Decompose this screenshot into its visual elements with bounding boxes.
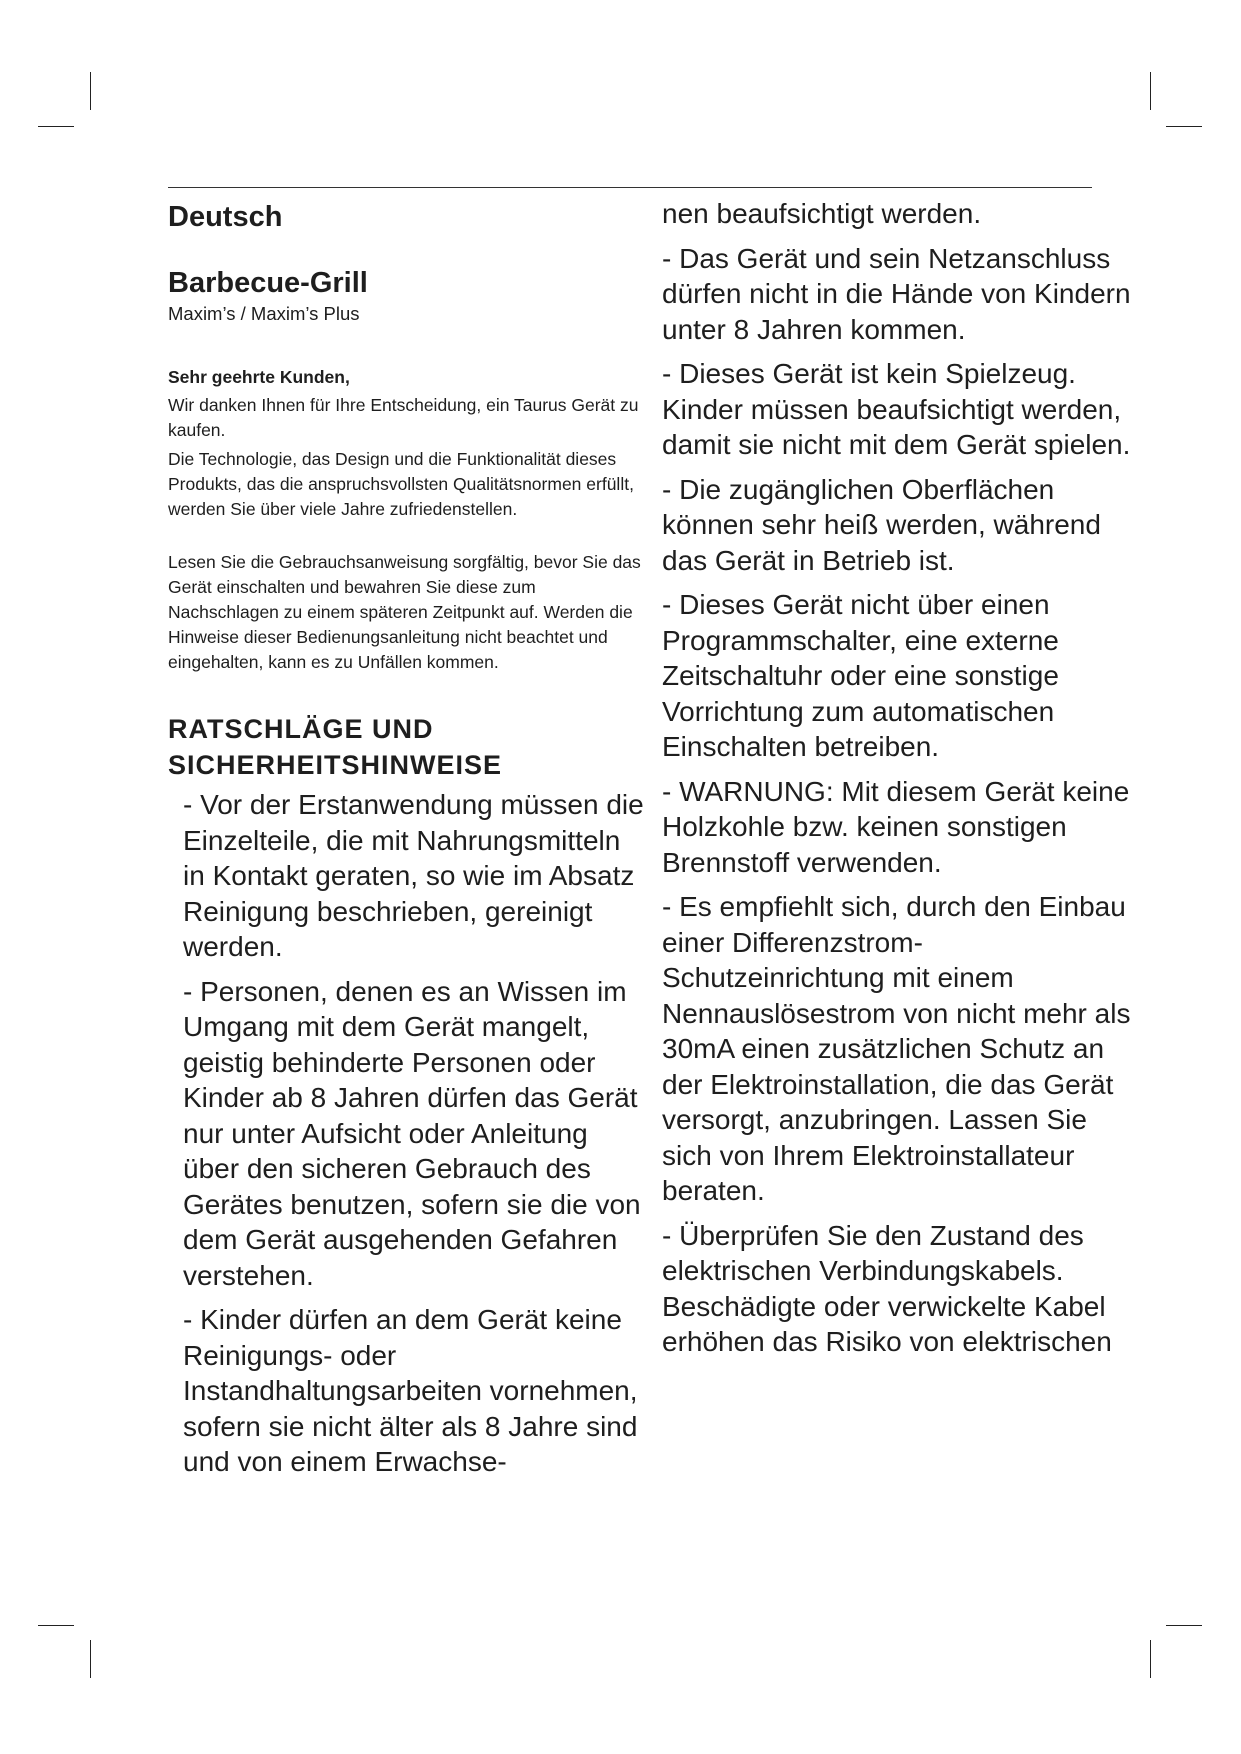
safety-item: nen beaufsichtigt werden. [662,198,982,229]
safety-item: - WARNUNG: Mit diesem Gerät keine Holzkohle bzw. keinen sonstigen Brennstoff verwenden. [662,775,1130,878]
header-rule [168,187,1092,188]
safety-item: - Dieses Gerät nicht über einen Programmschalter, eine externe Zeitschaltuhr oder eine sonstige Vorrichtung zum automatischen Einschalten betreiben. [662,589,1059,762]
crop-mark [38,1625,74,1626]
crop-mark [1150,1640,1151,1678]
crop-mark [1166,1625,1202,1626]
safety-item: - Überprüfen Sie den Zustand des elektrischen Verbindungskabels. Beschädigte oder verwickelte Kabel erhöhen das Risiko von elektrischen [662,1219,1112,1357]
safety-item: - Vor der Erstanwendung müssen die Einzelteile, die mit Nahrungsmitteln in Kontakt geraten, so wie im Absatz Reinigung beschrieben, gereinigt werden. [183,789,644,962]
safety-item: - Kinder dürfen an dem Gerät keine Reinigungs- oder Instandhaltungsarbeiten vornehmen, sofern sie nicht älter als 8 Jahre sind und von einem Erwachse- [183,1304,638,1477]
crop-mark [38,126,74,127]
intro-paragraph: Die Technologie, das Design und die Funktionalität dieses Produkts, das die anspruchsvollsten Qualitätsnormen erfüllt, werden Sie über viele Jahre zufriedenstellen. [168,449,634,519]
safety-item: - Es empfiehlt sich, durch den Einbau einer Differenzstrom-Schutzeinrichtung mit einem Nennauslösestrom von nicht mehr als 30mA einen zusätzlichen Schutz an der Elektroinstallation, die das Gerät versorgt, anzubringen. Lassen Sie sich von Ihrem Elektroinstallateur beraten. [662,891,1131,1206]
model-names: Maxim’s / Maxim’s Plus [168,303,360,324]
intro-paragraph: Lesen Sie die Gebrauchsanweisung sorgfältig, bevor Sie das Gerät einschalten und bewahren Sie diese zum Nachschlagen zu einem späteren Zeitpunkt auf. Werden die Hinweise dieser Bedienungsanleitung nicht beachtet und eingehalten, kann es zu Unfällen kommen. [168,552,641,672]
intro-paragraph: Wir danken Ihnen für Ihre Entscheidung, ein Taurus Gerät zu kaufen. [168,395,639,440]
crop-mark [1166,126,1202,127]
greeting: Sehr geehrte Kunden, [168,367,350,387]
safety-item: - Dieses Gerät ist kein Spielzeug. Kinder müssen beaufsichtigt werden, damit sie nicht mit dem Gerät spielen. [662,358,1131,460]
right-column [662,196,1132,1369]
left-column [168,196,648,1489]
crop-mark [90,1640,91,1678]
product-title: Barbecue-Grill [168,267,368,299]
safety-item: - Die zugänglichen Oberflächen können sehr heiß werden, während das Gerät in Betrieb ist. [662,473,1101,576]
language-heading: Deutsch [168,201,283,233]
section-title: RATSCHLÄGE UND SICHERHEITSHINWEISE [168,714,503,780]
safety-item: - Personen, denen es an Wissen im Umgang mit dem Gerät mangelt, geistig behinderte Personen oder Kinder ab 8 Jahren dürfen das Gerät nur unter Aufsicht oder Anleitung über den sicheren Gebrauch des Gerätes benutzen, sofern sie die von dem Gerät ausgehenden Gefahren verstehen. [183,975,641,1291]
safety-item: - Das Gerät und sein Netzanschluss dürfen nicht in die Hände von Kindern unter 8 Jahren kommen. [662,242,1131,345]
crop-mark [90,72,91,110]
crop-mark [1150,72,1151,110]
